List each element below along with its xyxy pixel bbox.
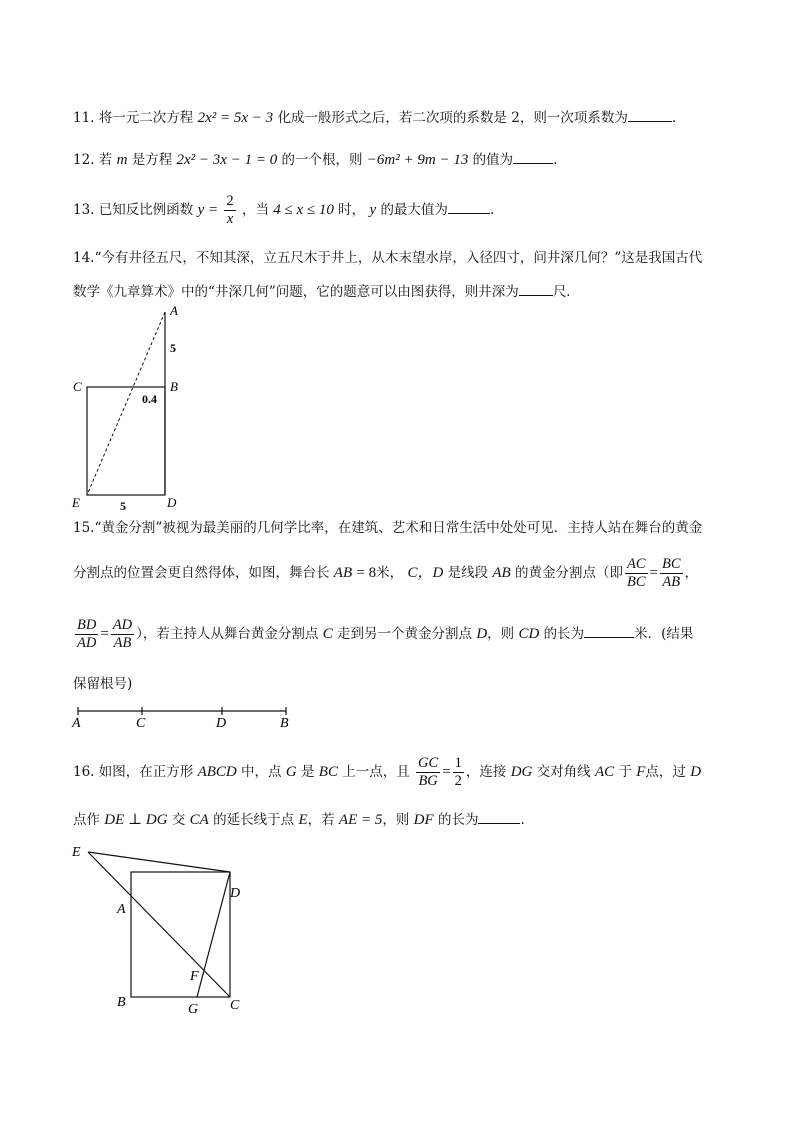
question-16-line-2: [73, 809, 525, 830]
label-C: C: [230, 998, 240, 1013]
q16-square-diagram: [66, 838, 256, 1023]
label-B: B: [117, 995, 126, 1010]
q16-frac-half: [453, 755, 464, 790]
q15-line-1: “黄金分割”被视为最美丽的几何学比率，在建筑、艺术和日常生活中处处可见．主持人站在舞台的黄金: [94, 520, 703, 536]
q13-range: 4 ≤ x ≤ 10: [273, 202, 334, 218]
q15-line-2b: 米，: [376, 565, 404, 581]
q16-line-1a: 如图，在正方形: [98, 764, 194, 780]
q15-comma: ，: [684, 565, 699, 581]
q15-d: D: [476, 626, 488, 642]
q15-cd-len: CD: [518, 626, 540, 642]
q15-line-3a: ），若主持人从舞台黄金分割点: [136, 626, 319, 642]
q11-equation: 2x² = 5x − 3: [197, 110, 274, 126]
question-12: [73, 149, 557, 170]
q15-ab2: AB: [492, 565, 511, 581]
q12-number: 12.: [73, 152, 95, 168]
q16-g: G: [285, 764, 297, 780]
q16-line-2d: ，若: [307, 812, 335, 828]
label-A: A: [72, 716, 81, 731]
q12-text-1: 若: [98, 152, 113, 168]
q12-var: m: [116, 152, 128, 168]
q15-line-3d: 的长为: [543, 626, 585, 642]
question-13: [73, 193, 494, 228]
q16-ac: AC: [594, 764, 615, 780]
q16-line-1e: ，连接: [465, 764, 507, 780]
q16-d: D: [690, 764, 702, 780]
q16-f: F: [636, 764, 646, 780]
q16-number: 16.: [73, 764, 95, 780]
label-B: B: [170, 379, 178, 394]
q13-text-1: 已知反比例函数: [98, 202, 194, 218]
q16-line-2f: 的长为: [437, 812, 479, 828]
q13-end: .: [489, 202, 495, 218]
q15-frac-1-top: AC: [627, 556, 646, 572]
q14-answer-blank[interactable]: [519, 281, 553, 296]
q13-answer-blank[interactable]: [448, 199, 490, 214]
q13-y: y: [369, 202, 377, 218]
q12-answer-blank[interactable]: [513, 149, 553, 164]
q16-frac-gc-bg: [416, 755, 440, 790]
q15-frac-1: [625, 556, 648, 591]
q12-text-2: 是方程: [131, 152, 173, 168]
q15-eq8: = 8: [356, 565, 377, 581]
question-14-line-1: [73, 248, 702, 268]
q14-well-diagram: [60, 300, 200, 515]
q15-line-4: 保留根号): [73, 676, 133, 692]
q14-number: 14.: [73, 250, 95, 266]
q16-line-2e: ，则: [382, 812, 410, 828]
q16-de-perp-dg: DE ⊥ DG: [104, 812, 168, 828]
label-A: A: [170, 303, 178, 318]
q15-number: 15.: [73, 520, 95, 536]
q13-frac-bottom: x: [226, 211, 234, 227]
q15-frac-4-top: AD: [112, 617, 133, 633]
q13-number: 13.: [73, 202, 95, 218]
q15-line-3e: 米．(结果: [634, 626, 694, 642]
q15-frac-2-top: BC: [662, 556, 681, 572]
q16-line-1d: 上一点，且: [342, 764, 410, 780]
label-E: E: [72, 495, 80, 510]
q15-cd: C，D: [407, 565, 444, 581]
q11-text-2: 化成一般形式之后，若二次项的系数是 2，则一次项系数为: [277, 110, 628, 126]
q16-line-1f: 交对角线: [536, 764, 591, 780]
q14-line-2b: 尺．: [552, 284, 580, 300]
label-D: D: [230, 886, 241, 901]
q15-segment-diagram: [66, 703, 306, 733]
question-14-line-2: [73, 281, 580, 302]
question-11: [73, 107, 676, 128]
q16-e: E: [298, 812, 308, 828]
q14-line-1: “今有井径五尺，不知其深，立五尺木于井上，从木末望水岸，入径四寸，问井深几何？”这是我国古代: [94, 250, 703, 266]
label-D: D: [216, 716, 227, 731]
q16-half-top: 1: [454, 755, 462, 771]
q16-half-bottom: 2: [454, 773, 462, 789]
question-15-line-2: 分割点的位置会更自然得体，如图，舞台长 AB = 8米， C，D 是线段 AB 的黄金分割点（即 $\frac{AC}{BC}$ = $\frac{BC}{AB}$ ，: [73, 556, 699, 590]
q16-line-1b: 中，点: [241, 764, 282, 780]
q13-y-equals: y =: [197, 202, 219, 218]
label-F: F: [190, 969, 199, 984]
q16-line-2a: 点作: [73, 812, 100, 828]
q16-abcd: ABCD: [197, 764, 237, 780]
label-E: E: [72, 845, 81, 860]
q15-line-3b: 走到另一个黄金分割点: [337, 626, 473, 642]
q14-line-2a: 数学《九章算术》中的“井深几何”问题，它的题意可以由图获得，则井深为: [73, 284, 519, 300]
label-G: G: [188, 1002, 199, 1017]
q13-text-3: 时，: [338, 202, 366, 218]
length-ed: 5: [120, 499, 126, 513]
q11-text-1: 将一元二次方程: [98, 110, 194, 126]
q15-frac-4-bottom: AB: [113, 635, 132, 651]
line-ed: [88, 852, 230, 872]
q15-frac-3-top: BD: [77, 617, 97, 633]
q12-expression: −6m² + 9m − 13: [366, 152, 469, 168]
q16-ae: AE = 5: [338, 812, 383, 828]
length-ab: 5: [170, 341, 176, 355]
q16-frac-bottom: BG: [418, 773, 438, 789]
q16-answer-blank[interactable]: [478, 809, 520, 824]
q13-text-4: 的最大值为: [380, 202, 448, 218]
q16-dg: DG: [510, 764, 533, 780]
line-dg: [197, 872, 230, 997]
q15-frac-3-bottom: AD: [77, 635, 97, 651]
question-15-line-1: [73, 518, 702, 538]
q15-line-2d: 的黄金分割点（即: [515, 565, 623, 581]
label-A: A: [117, 902, 126, 917]
q15-answer-blank[interactable]: [584, 623, 634, 638]
q11-number: 11.: [73, 110, 95, 126]
q15-line-2a: 分割点的位置会更自然得体，如图，舞台长: [73, 565, 330, 581]
q15-frac-4: [111, 617, 134, 652]
q15-frac-2: [660, 556, 683, 591]
q15-c: C: [322, 626, 333, 642]
q11-answer-blank[interactable]: [628, 107, 672, 122]
question-15-line-3: $\frac{BD}{AD}$ = $\frac{AD}{AB}$ ），若主持人从舞台黄金分割点 C 走到另一个黄金分割点 D，则 CD 的长为 米．(结果: [77, 617, 694, 651]
label-D: D: [167, 495, 177, 510]
label-C: C: [73, 379, 82, 394]
q16-bc: BC: [318, 764, 338, 780]
line-ec: [88, 852, 230, 997]
question-15-line-4: [73, 674, 132, 694]
q12-end: .: [553, 152, 558, 168]
q16-line-1h: 点，过: [645, 764, 686, 780]
q16-df: DF: [413, 812, 434, 828]
q16-line-2b: 交: [171, 812, 186, 828]
q16-frac-top: GC: [418, 755, 439, 771]
q13-frac-top: 2: [226, 193, 234, 209]
q15-line-2c: 是线段: [447, 565, 489, 581]
square-abcd: [131, 872, 230, 997]
label-B: B: [280, 716, 289, 731]
q15-line-3c: ，则: [487, 626, 515, 642]
q12-equation: 2x² − 3x − 1 = 0: [176, 152, 278, 168]
q13-text-2: ，当: [241, 202, 269, 218]
q15-frac-2-bottom: AB: [662, 574, 681, 590]
q12-text-3: 的一个根，则: [281, 152, 363, 168]
q15-frac-1-bottom: BC: [627, 574, 646, 590]
q16-ca: CA: [189, 812, 209, 828]
q15-frac-3: [75, 617, 98, 652]
q11-end: .: [671, 110, 677, 126]
question-16-line-1: 16. 如图，在正方形 ABCD 中，点 G 是 BC 上一点，且 $\frac{GC}{BG}$ = $\frac{1}{2}$ ，连接 DG 交对角线 AC 于 F点，过 D: [73, 755, 702, 789]
q12-text-4: 的值为: [472, 152, 514, 168]
label-C: C: [136, 716, 146, 731]
q16-end: .: [520, 812, 525, 828]
q15-ab: AB: [333, 565, 353, 581]
q13-fraction: [224, 193, 235, 228]
q16-line-1g: 于: [618, 764, 632, 780]
q16-line-2c: 的延长线于点: [213, 812, 295, 828]
q16-line-1c: 是: [300, 764, 315, 780]
length-cb: 0.4: [142, 392, 157, 406]
